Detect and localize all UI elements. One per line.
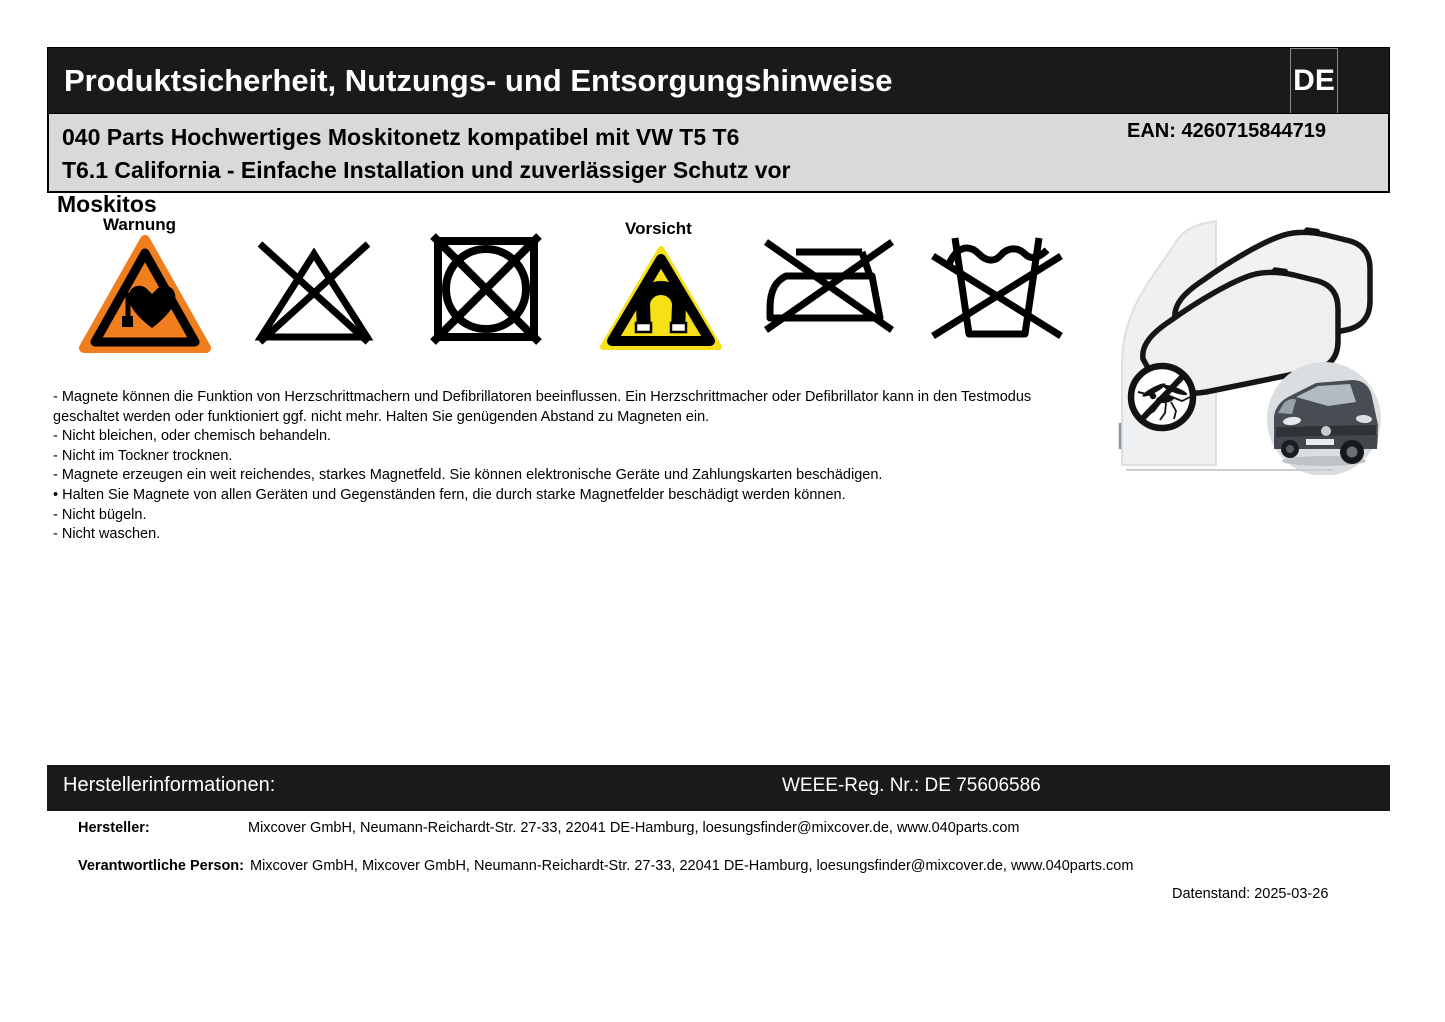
safety-note-line: geschaltet werden oder funktioniert ggf. nicht mehr. Halten Sie genügenden Abstand zu Magneten ein. (53, 408, 710, 425)
header-block (47, 47, 1390, 193)
safety-note-line: • Halten Sie Magnete von allen Geräten und Gegenständen fern, die durch starke Magnetfelder beschädigt werden können. (53, 486, 846, 503)
responsible-person-label: Verantwortliche Person: (78, 858, 244, 874)
do-not-wash-icon (925, 226, 1069, 348)
title-bar (47, 47, 1390, 114)
do-not-iron-icon (760, 230, 898, 338)
safety-note-line: - Nicht bleichen, oder chemisch behandeln. (53, 428, 332, 445)
do-not-bleach-icon (250, 230, 378, 352)
page-title: Produktsicherheit, Nutzungs- und Entsorgungshinweise (64, 62, 893, 98)
safety-note-line: - Magnete erzeugen ein weit reichendes, starkes Magnetfeld. Sie können elektronische Geräte und Zahlungskarten beschädigen. (53, 467, 883, 484)
do-not-tumble-dry-icon (424, 224, 548, 352)
product-title-line-2: T6.1 California - Einfache Installation und zuverlässiger Schutz vor (62, 157, 791, 183)
safety-note-line: - Magnete können die Funktion von Herzschrittmachern und Defibrillatoren beeinflussen. Ein Herzschrittmacher oder Defibrillator kann in den Testmodus (53, 389, 1032, 405)
magnet-caution-icon (597, 243, 725, 353)
manufacturer-bar-title: Herstellerinformationen: (63, 774, 276, 796)
safety-notes (53, 388, 1031, 545)
product-photo (1118, 213, 1392, 475)
warning-label: Warnung (103, 215, 177, 234)
caution-label: Vorsicht (625, 219, 692, 238)
pacemaker-warning-icon (76, 232, 214, 356)
safety-note-line: - Nicht bügeln. (53, 506, 147, 523)
safety-note-line: - Nicht im Tockner trocknen. (53, 447, 233, 464)
data-date: Datenstand: 2025-03-26 (1172, 886, 1329, 902)
manufacturer-label: Hersteller: (78, 820, 150, 836)
weee-reg-number: WEEE-Reg. Nr.: DE 75606586 (782, 775, 1041, 796)
van-photo (1267, 362, 1381, 475)
safety-note-line: - Nicht waschen. (53, 526, 161, 543)
responsible-person-value: Mixcover GmbH, Mixcover GmbH, Neumann-Reichardt-Str. 27-33, 22041 DE-Hamburg, loesungsfinder@mixcover.de, www.040parts.com (250, 858, 1134, 874)
mosquito-crossed-icon (1131, 366, 1193, 428)
ean-number: EAN: 4260715844719 (1127, 120, 1327, 142)
manufacturer-bar (47, 765, 1390, 811)
language-badge: DE (1290, 48, 1338, 113)
product-title-line-1: 040 Parts Hochwertiges Moskitonetz kompatibel mit VW T5 T6 (62, 124, 740, 150)
product-title-line-3: Moskitos (57, 191, 157, 217)
product-title-band (47, 114, 1390, 193)
manufacturer-value: Mixcover GmbH, Neumann-Reichardt-Str. 27-33, 22041 DE-Hamburg, loesungsfinder@mixcover.de, www.040parts.com (248, 820, 1020, 836)
